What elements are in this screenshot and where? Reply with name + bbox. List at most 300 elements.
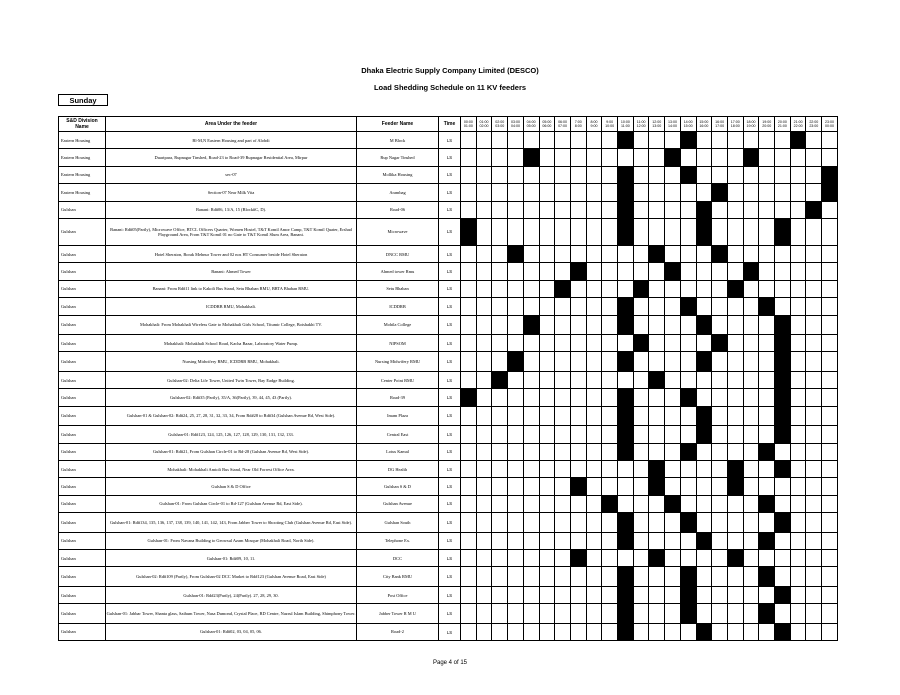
slot-cell: [508, 371, 524, 388]
shed-slot-cell: [649, 460, 665, 477]
slot-cell: [492, 443, 508, 460]
slot-cell: [822, 460, 838, 477]
slot-cell: [727, 201, 743, 218]
area-cell: Nursing Midwifery RMU, ICDDRB RMU, Mohakhali.: [106, 352, 357, 372]
slot-cell: [492, 263, 508, 280]
slot-cell: [508, 218, 524, 245]
slot-cell: [523, 406, 539, 426]
slot-cell: [649, 280, 665, 297]
slot-cell: [680, 426, 696, 443]
slot-cell: [476, 184, 492, 201]
slot-cell: [806, 586, 822, 603]
shed-slot-cell: [618, 184, 634, 201]
shed-slot-cell: [727, 550, 743, 567]
slot-cell: [649, 604, 665, 624]
slot-cell: [665, 166, 681, 183]
slot-start: 7:00: [574, 119, 582, 124]
slot-cell: [476, 513, 492, 533]
slot-cell: [727, 513, 743, 533]
division-cell: Gulshan: [59, 263, 106, 280]
schedule-body: [59, 132, 838, 641]
time-cell: LS: [439, 460, 461, 477]
slot-cell: [649, 335, 665, 352]
slot-cell: [508, 389, 524, 406]
division-cell: Gulshan: [59, 371, 106, 388]
slot-cell: [665, 550, 681, 567]
shed-slot-cell: [680, 298, 696, 315]
slot-cell: [555, 315, 571, 335]
time-slot-header: [618, 117, 634, 132]
slot-cell: [743, 298, 759, 315]
slot-cell: [539, 263, 555, 280]
shed-slot-cell: [649, 371, 665, 388]
area-cell: Banani: Rd#06, 13/A, 15 (Block#C, D).: [106, 201, 357, 218]
slot-end: 03:00: [495, 124, 505, 128]
slot-cell: [790, 298, 806, 315]
time-slot-header: [806, 117, 822, 132]
slot-cell: [586, 263, 602, 280]
slot-cell: [508, 478, 524, 495]
slot-cell: [602, 567, 618, 587]
slot-cell: [492, 166, 508, 183]
slot-cell: [743, 567, 759, 587]
slot-cell: [570, 495, 586, 512]
area-cell: Mohakhali: Mohakhali Amtoli Bus Stand, Near Old Forrest Office Area.: [106, 460, 357, 477]
slot-cell: [633, 426, 649, 443]
slot-cell: [775, 201, 791, 218]
slot-end: 21:00: [777, 124, 787, 128]
shed-slot-cell: [570, 263, 586, 280]
slot-cell: [633, 586, 649, 603]
slot-cell: [790, 263, 806, 280]
col-time-header: Time: [439, 117, 461, 132]
slot-cell: [743, 280, 759, 297]
slot-cell: [822, 352, 838, 372]
slot-cell: [743, 406, 759, 426]
table-row: [59, 298, 838, 315]
slot-start: 03:00: [510, 119, 520, 124]
feeder-cell: Mollika Housing: [357, 166, 439, 183]
slot-cell: [649, 426, 665, 443]
shed-slot-cell: [680, 513, 696, 533]
slot-cell: [492, 460, 508, 477]
slot-end: 19:00: [746, 124, 756, 128]
slot-cell: [680, 218, 696, 245]
slot-cell: [806, 149, 822, 166]
slot-cell: [586, 532, 602, 549]
header-row: [59, 117, 838, 132]
shed-slot-cell: [727, 478, 743, 495]
shed-slot-cell: [712, 335, 728, 352]
slot-cell: [806, 166, 822, 183]
shed-slot-cell: [712, 184, 728, 201]
slot-cell: [806, 263, 822, 280]
slot-cell: [696, 371, 712, 388]
slot-cell: [790, 426, 806, 443]
slot-cell: [539, 495, 555, 512]
slot-start: 14:00: [683, 119, 693, 124]
slot-cell: [476, 166, 492, 183]
slot-cell: [806, 132, 822, 149]
area-cell: Gulshan-02: Rd#35 (Partly), 35/A, 36(Partly), 39, 44, 45, 43 (Partly).: [106, 389, 357, 406]
slot-cell: [822, 532, 838, 549]
slot-cell: [633, 460, 649, 477]
slot-cell: [618, 280, 634, 297]
slot-cell: [523, 443, 539, 460]
slot-cell: [602, 315, 618, 335]
slot-cell: [696, 184, 712, 201]
slot-cell: [476, 586, 492, 603]
slot-cell: [476, 335, 492, 352]
slot-cell: [633, 201, 649, 218]
table-row: [59, 623, 838, 640]
slot-cell: [476, 298, 492, 315]
slot-cell: [806, 550, 822, 567]
slot-cell: [570, 280, 586, 297]
slot-cell: [523, 201, 539, 218]
shed-slot-cell: [602, 495, 618, 512]
slot-cell: [806, 218, 822, 245]
slot-cell: [461, 406, 477, 426]
time-cell: LS: [439, 201, 461, 218]
slot-cell: [822, 567, 838, 587]
slot-cell: [743, 166, 759, 183]
slot-cell: [822, 426, 838, 443]
slot-cell: [822, 201, 838, 218]
slot-cell: [508, 406, 524, 426]
slot-cell: [696, 443, 712, 460]
time-cell: LS: [439, 280, 461, 297]
slot-cell: [743, 460, 759, 477]
area-cell: Duaripara, Rupnagar Tinshed, Road-23 to Road-39 Rupnagar Residential Area, Mirpur: [106, 149, 357, 166]
slot-end: 13:00: [652, 124, 662, 128]
slot-cell: [633, 532, 649, 549]
time-cell: LS: [439, 567, 461, 587]
slot-cell: [570, 245, 586, 262]
feeder-cell: Ahmed tower Rmu: [357, 263, 439, 280]
shed-slot-cell: [618, 389, 634, 406]
slot-cell: [822, 132, 838, 149]
shed-slot-cell: [618, 218, 634, 245]
slot-cell: [570, 166, 586, 183]
slot-end: 8:00: [574, 124, 582, 128]
slot-cell: [539, 218, 555, 245]
slot-cell: [523, 280, 539, 297]
shed-slot-cell: [759, 298, 775, 315]
slot-cell: [602, 550, 618, 567]
page-number: Page 4 of 15: [432, 660, 468, 666]
feeder-cell: ICDDRB: [357, 298, 439, 315]
slot-cell: [586, 352, 602, 372]
slot-cell: [523, 245, 539, 262]
shed-slot-cell: [775, 623, 791, 640]
slot-cell: [665, 315, 681, 335]
slot-cell: [759, 132, 775, 149]
division-cell: Gulshan: [59, 495, 106, 512]
slot-cell: [649, 315, 665, 335]
slot-cell: [492, 245, 508, 262]
slot-cell: [476, 478, 492, 495]
slot-cell: [461, 443, 477, 460]
slot-cell: [602, 218, 618, 245]
slot-cell: [492, 586, 508, 603]
slot-cell: [602, 478, 618, 495]
division-cell: Gulshan: [59, 201, 106, 218]
shed-slot-cell: [649, 478, 665, 495]
slot-cell: [680, 280, 696, 297]
slot-cell: [570, 352, 586, 372]
slot-start: 12:00: [652, 119, 662, 124]
slot-cell: [476, 245, 492, 262]
slot-cell: [822, 513, 838, 533]
shed-slot-cell: [775, 352, 791, 372]
schedule-subtitle: Load Shedding Schedule on 11 KV feeders: [373, 83, 527, 92]
slot-cell: [712, 550, 728, 567]
slot-cell: [743, 371, 759, 388]
slot-cell: [492, 623, 508, 640]
slot-cell: [743, 443, 759, 460]
area-cell: Gulshan-01: Jabbar Tower, Shanta glass, Saihum Tower, Nasa Dumond, Crystal Place, RD Centre, Nazrul Islam Building, Shimphony Tower.: [106, 604, 357, 624]
shed-slot-cell: [775, 315, 791, 335]
slot-cell: [790, 389, 806, 406]
area-cell: ICDDRB RMU, Mohakhali.: [106, 298, 357, 315]
division-cell: Gulshan: [59, 443, 106, 460]
slot-cell: [539, 460, 555, 477]
slot-cell: [743, 426, 759, 443]
time-cell: LS: [439, 335, 461, 352]
slot-start: 00:00: [463, 119, 473, 124]
slot-cell: [492, 218, 508, 245]
slot-cell: [492, 298, 508, 315]
time-slot-header: [759, 117, 775, 132]
slot-cell: [570, 149, 586, 166]
slot-cell: [602, 371, 618, 388]
slot-end: 06:00: [542, 124, 552, 128]
slot-start: 23:00: [825, 119, 835, 124]
shed-slot-cell: [508, 245, 524, 262]
time-slot-header: [775, 117, 791, 132]
slot-cell: [476, 352, 492, 372]
shed-slot-cell: [618, 315, 634, 335]
slot-cell: [680, 623, 696, 640]
slot-cell: [790, 335, 806, 352]
slot-cell: [649, 149, 665, 166]
slot-cell: [461, 586, 477, 603]
slot-cell: [461, 263, 477, 280]
table-row: [59, 184, 838, 201]
slot-cell: [727, 426, 743, 443]
slot-cell: [523, 218, 539, 245]
slot-cell: [555, 149, 571, 166]
slot-cell: [633, 352, 649, 372]
slot-cell: [539, 567, 555, 587]
slot-cell: [539, 478, 555, 495]
slot-cell: [696, 513, 712, 533]
slot-cell: [523, 495, 539, 512]
slot-cell: [618, 245, 634, 262]
slot-cell: [806, 495, 822, 512]
slot-start: 21:00: [793, 119, 803, 124]
slot-start: 05:00: [542, 119, 552, 124]
slot-cell: [727, 443, 743, 460]
slot-cell: [539, 586, 555, 603]
slot-cell: [696, 586, 712, 603]
slot-cell: [539, 406, 555, 426]
shed-slot-cell: [492, 371, 508, 388]
slot-cell: [696, 478, 712, 495]
shed-slot-cell: [570, 550, 586, 567]
slot-cell: [759, 218, 775, 245]
shed-slot-cell: [618, 352, 634, 372]
slot-cell: [555, 389, 571, 406]
slot-cell: [696, 335, 712, 352]
slot-cell: [523, 166, 539, 183]
table-row: [59, 478, 838, 495]
feeder-cell: Center Point RMU: [357, 371, 439, 388]
shed-slot-cell: [696, 426, 712, 443]
slot-cell: [586, 604, 602, 624]
slot-cell: [539, 132, 555, 149]
slot-cell: [633, 166, 649, 183]
slot-cell: [508, 443, 524, 460]
slot-cell: [743, 513, 759, 533]
slot-cell: [586, 513, 602, 533]
shed-slot-cell: [523, 315, 539, 335]
table-row: [59, 201, 838, 218]
slot-cell: [759, 586, 775, 603]
slot-cell: [586, 371, 602, 388]
slot-cell: [680, 550, 696, 567]
table-row: [59, 280, 838, 297]
slot-cell: [492, 426, 508, 443]
slot-cell: [633, 604, 649, 624]
shed-slot-cell: [665, 263, 681, 280]
slot-cell: [775, 166, 791, 183]
slot-cell: [586, 315, 602, 335]
time-slot-header: [539, 117, 555, 132]
slot-cell: [822, 495, 838, 512]
division-cell: Gulshan: [59, 335, 106, 352]
shed-slot-cell: [680, 132, 696, 149]
slot-cell: [523, 184, 539, 201]
col-division-header: S&D Division Name: [59, 117, 106, 132]
slot-cell: [790, 352, 806, 372]
time-cell: LS: [439, 218, 461, 245]
slot-end: 11:00: [621, 124, 630, 128]
slot-cell: [461, 201, 477, 218]
slot-cell: [633, 371, 649, 388]
feeder-cell: Gulshan S & D: [357, 478, 439, 495]
table-row: [59, 218, 838, 245]
shed-slot-cell: [618, 532, 634, 549]
slot-cell: [727, 495, 743, 512]
slot-cell: [555, 623, 571, 640]
slot-cell: [461, 623, 477, 640]
slot-cell: [586, 426, 602, 443]
slot-cell: [555, 263, 571, 280]
slot-cell: [602, 132, 618, 149]
slot-cell: [727, 218, 743, 245]
area-cell: sec-07: [106, 166, 357, 183]
shed-slot-cell: [649, 550, 665, 567]
slot-cell: [790, 586, 806, 603]
area-cell: Hotel Sheraton, Borak Mehnur Tower and 02 nos HT Consumer beside Hotel Sheraton: [106, 245, 357, 262]
slot-cell: [570, 335, 586, 352]
slot-cell: [492, 550, 508, 567]
feeder-cell: Telephone Ex.: [357, 532, 439, 549]
slot-cell: [602, 513, 618, 533]
division-cell: Gulshan: [59, 406, 106, 426]
shed-slot-cell: [665, 495, 681, 512]
slot-cell: [633, 263, 649, 280]
division-cell: Gulshan: [59, 604, 106, 624]
time-slot-header: [492, 117, 508, 132]
slot-cell: [696, 460, 712, 477]
slot-cell: [759, 315, 775, 335]
division-cell: Gulshan: [59, 567, 106, 587]
slot-cell: [555, 513, 571, 533]
slot-cell: [586, 406, 602, 426]
slot-cell: [727, 586, 743, 603]
slot-cell: [570, 389, 586, 406]
slot-cell: [539, 443, 555, 460]
slot-cell: [696, 263, 712, 280]
slot-cell: [665, 389, 681, 406]
shed-slot-cell: [775, 218, 791, 245]
slot-cell: [461, 426, 477, 443]
slot-cell: [555, 586, 571, 603]
slot-cell: [649, 352, 665, 372]
slot-cell: [696, 495, 712, 512]
shed-slot-cell: [618, 166, 634, 183]
slot-cell: [822, 335, 838, 352]
slot-cell: [696, 132, 712, 149]
slot-cell: [539, 149, 555, 166]
shed-slot-cell: [775, 513, 791, 533]
slot-end: 05:00: [526, 124, 536, 128]
area-cell: Gulshan-01: From Gulshan Circle-01 to Rd-127 (Gulshan Avenue Rd, East Side).: [106, 495, 357, 512]
slot-cell: [586, 550, 602, 567]
slot-cell: [696, 550, 712, 567]
slot-cell: [775, 263, 791, 280]
slot-cell: [602, 245, 618, 262]
area-cell: Banani: From Rd#11 link to Kakoli Bus Stand, Setu Bhaban RMU, BRTA Bhaban RMU.: [106, 280, 357, 297]
slot-cell: [633, 218, 649, 245]
shed-slot-cell: [618, 406, 634, 426]
slot-cell: [461, 604, 477, 624]
slot-cell: [743, 245, 759, 262]
time-cell: LS: [439, 389, 461, 406]
slot-cell: [508, 166, 524, 183]
slot-cell: [696, 604, 712, 624]
slot-cell: [665, 245, 681, 262]
slot-cell: [665, 460, 681, 477]
slot-cell: [586, 149, 602, 166]
slot-cell: [461, 478, 477, 495]
slot-cell: [633, 184, 649, 201]
slot-cell: [492, 280, 508, 297]
slot-cell: [476, 495, 492, 512]
slot-cell: [680, 371, 696, 388]
slot-cell: [712, 166, 728, 183]
slot-cell: [649, 166, 665, 183]
shed-slot-cell: [680, 604, 696, 624]
slot-cell: [523, 586, 539, 603]
shed-slot-cell: [759, 604, 775, 624]
shed-slot-cell: [727, 460, 743, 477]
slot-cell: [759, 245, 775, 262]
slot-cell: [476, 623, 492, 640]
